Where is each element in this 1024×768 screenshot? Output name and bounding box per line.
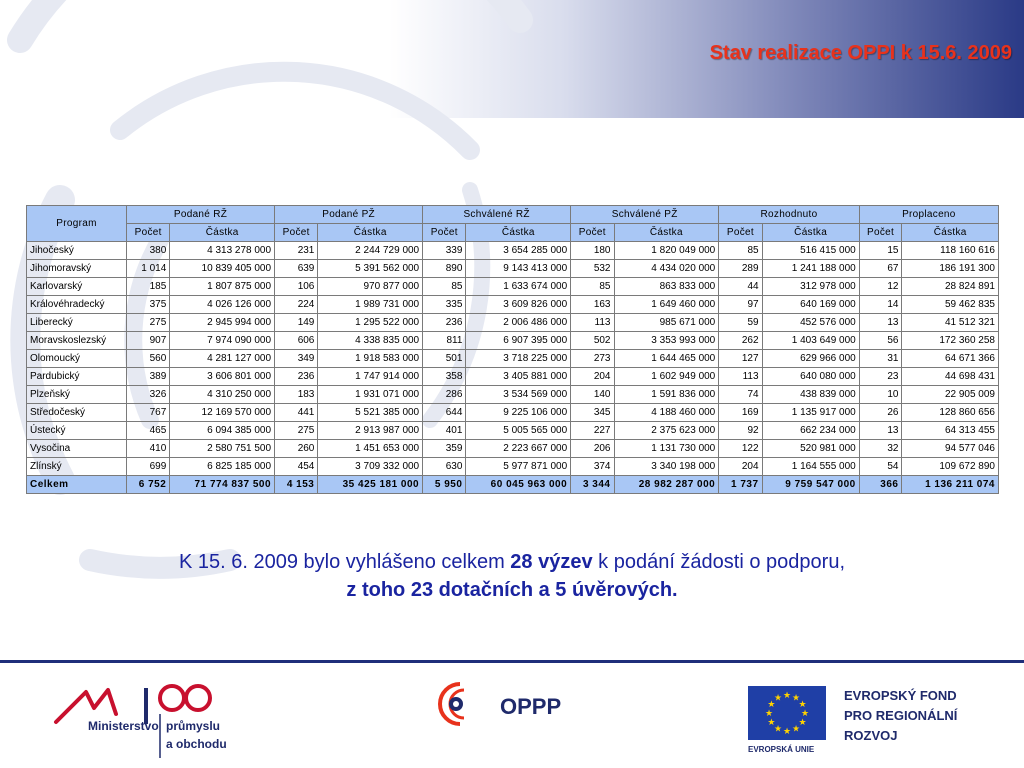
amount-cell: 3 534 569 000 xyxy=(466,386,571,404)
mpo-logo xyxy=(50,678,250,760)
amount-cell: 12 169 570 000 xyxy=(170,404,275,422)
amount-header: Částka xyxy=(614,224,719,242)
region-cell: Středočeský xyxy=(27,404,127,422)
amount-cell: 1 295 522 000 xyxy=(318,314,423,332)
count-cell: 358 xyxy=(423,368,466,386)
count-cell: 31 xyxy=(859,350,902,368)
eu-caption: EVROPSKÁ UNIE xyxy=(748,745,815,754)
amount-cell: 520 981 000 xyxy=(762,440,859,458)
oppi-status-table xyxy=(26,205,999,494)
amount-cell: 2 945 994 000 xyxy=(170,314,275,332)
amount-cell: 1 644 465 000 xyxy=(614,350,719,368)
amount-header: Částka xyxy=(466,224,571,242)
count-cell: 169 xyxy=(719,404,762,422)
count-cell: 149 xyxy=(275,314,318,332)
amount-cell: 6 094 385 000 xyxy=(170,422,275,440)
amount-cell: 59 462 835 xyxy=(902,296,999,314)
count-cell: 231 xyxy=(275,242,318,260)
region-cell: Královéhradecký xyxy=(27,296,127,314)
erdf-logo xyxy=(842,682,1012,748)
eu-star-icon: ★ xyxy=(791,693,801,704)
amount-cell: 44 698 431 xyxy=(902,368,999,386)
amount-cell: 118 160 616 xyxy=(902,242,999,260)
region-cell: Moravskoslezský xyxy=(27,332,127,350)
count-cell: 113 xyxy=(571,314,614,332)
amount-cell: 3 654 285 000 xyxy=(466,242,571,260)
amount-cell: 1 135 917 000 xyxy=(762,404,859,422)
count-cell: 401 xyxy=(423,422,466,440)
amount-cell: 1 241 188 000 xyxy=(762,260,859,278)
count-cell: 699 xyxy=(127,458,170,476)
count-cell: 4 153 xyxy=(275,476,318,494)
amount-cell: 863 833 000 xyxy=(614,278,719,296)
amount-cell: 2 913 987 000 xyxy=(318,422,423,440)
amount-cell: 3 340 198 000 xyxy=(614,458,719,476)
table-row xyxy=(27,332,999,350)
count-header: Počet xyxy=(127,224,170,242)
amount-cell: 186 191 300 xyxy=(902,260,999,278)
amount-cell: 6 907 395 000 xyxy=(466,332,571,350)
summary-line-2-bold: z toho 23 dotačních a 5 úvěrových. xyxy=(346,579,678,601)
count-cell: 501 xyxy=(423,350,466,368)
page-title: Stav realizace OPPI k 15.6. 2009 xyxy=(709,42,1012,64)
count-cell: 1 014 xyxy=(127,260,170,278)
count-cell: 54 xyxy=(859,458,902,476)
amount-cell: 312 978 000 xyxy=(762,278,859,296)
erdf-text-line-2: PRO REGIONÁLNÍ xyxy=(844,708,958,723)
amount-cell: 1 164 555 000 xyxy=(762,458,859,476)
amount-cell: 3 353 993 000 xyxy=(614,332,719,350)
eu-star-icon: ★ xyxy=(782,727,792,737)
amount-cell: 640 169 000 xyxy=(762,296,859,314)
amount-header: Částka xyxy=(762,224,859,242)
count-cell: 127 xyxy=(719,350,762,368)
count-cell: 85 xyxy=(571,278,614,296)
region-cell: Olomoucký xyxy=(27,350,127,368)
count-cell: 85 xyxy=(719,242,762,260)
table-sub-header-row xyxy=(27,224,999,242)
summary-line-1-bold: 28 výzev xyxy=(510,551,593,573)
eu-star-icon: ★ xyxy=(767,718,776,728)
table-row xyxy=(27,242,999,260)
eu-star-icon: ★ xyxy=(773,724,783,735)
count-cell: 630 xyxy=(423,458,466,476)
group-header: Schválené PŽ xyxy=(571,206,719,224)
amount-cell: 1 747 914 000 xyxy=(318,368,423,386)
amount-cell: 2 006 486 000 xyxy=(466,314,571,332)
count-cell: 13 xyxy=(859,314,902,332)
count-cell: 275 xyxy=(275,422,318,440)
table-group-header-row xyxy=(27,206,999,224)
amount-cell: 1 807 875 000 xyxy=(170,278,275,296)
region-cell: Celkem xyxy=(27,476,127,494)
count-cell: 465 xyxy=(127,422,170,440)
amount-cell: 4 281 127 000 xyxy=(170,350,275,368)
erdf-text-line-1: EVROPSKÝ FOND xyxy=(844,688,957,703)
table-row xyxy=(27,368,999,386)
summary-text xyxy=(0,548,1024,604)
count-cell: 122 xyxy=(719,440,762,458)
count-cell: 289 xyxy=(719,260,762,278)
count-cell: 380 xyxy=(127,242,170,260)
amount-cell: 41 512 321 xyxy=(902,314,999,332)
count-cell: 204 xyxy=(719,458,762,476)
amount-cell: 1 633 674 000 xyxy=(466,278,571,296)
table-row xyxy=(27,278,999,296)
count-cell: 335 xyxy=(423,296,466,314)
amount-cell: 71 774 837 500 xyxy=(170,476,275,494)
table-row xyxy=(27,404,999,422)
erdf-text-line-3: ROZVOJ xyxy=(844,728,898,743)
count-cell: 23 xyxy=(859,368,902,386)
count-cell: 532 xyxy=(571,260,614,278)
amount-cell: 64 313 455 xyxy=(902,422,999,440)
count-cell: 85 xyxy=(423,278,466,296)
count-cell: 59 xyxy=(719,314,762,332)
oppp-text: OPPP xyxy=(500,694,562,719)
footer-divider xyxy=(0,660,1024,663)
amount-cell: 1 649 460 000 xyxy=(614,296,719,314)
mpo-text-line-3: a obchodu xyxy=(166,737,227,751)
count-cell: 374 xyxy=(571,458,614,476)
amount-cell: 4 434 020 000 xyxy=(614,260,719,278)
amount-cell: 1 136 211 074 xyxy=(902,476,999,494)
count-cell: 345 xyxy=(571,404,614,422)
amount-cell: 2 223 667 000 xyxy=(466,440,571,458)
eu-star-icon: ★ xyxy=(800,709,810,719)
table-row xyxy=(27,296,999,314)
amount-cell: 64 671 366 xyxy=(902,350,999,368)
count-cell: 206 xyxy=(571,440,614,458)
count-cell: 339 xyxy=(423,242,466,260)
amount-cell: 22 905 009 xyxy=(902,386,999,404)
count-cell: 180 xyxy=(571,242,614,260)
table-row xyxy=(27,440,999,458)
count-cell: 639 xyxy=(275,260,318,278)
table-body xyxy=(27,242,999,494)
eu-star-icon: ★ xyxy=(782,691,792,701)
count-cell: 260 xyxy=(275,440,318,458)
amount-header: Částka xyxy=(318,224,423,242)
amount-cell: 1 403 649 000 xyxy=(762,332,859,350)
group-header: Proplaceno xyxy=(859,206,998,224)
amount-cell: 1 451 653 000 xyxy=(318,440,423,458)
count-header: Počet xyxy=(423,224,466,242)
amount-cell: 10 839 405 000 xyxy=(170,260,275,278)
amount-cell: 1 131 730 000 xyxy=(614,440,719,458)
count-cell: 907 xyxy=(127,332,170,350)
count-cell: 326 xyxy=(127,386,170,404)
count-cell: 204 xyxy=(571,368,614,386)
amount-cell: 6 825 185 000 xyxy=(170,458,275,476)
count-cell: 273 xyxy=(571,350,614,368)
amount-cell: 4 310 250 000 xyxy=(170,386,275,404)
count-cell: 224 xyxy=(275,296,318,314)
count-cell: 359 xyxy=(423,440,466,458)
amount-cell: 5 977 871 000 xyxy=(466,458,571,476)
amount-cell: 9 225 106 000 xyxy=(466,404,571,422)
count-cell: 236 xyxy=(275,368,318,386)
count-cell: 441 xyxy=(275,404,318,422)
amount-cell: 35 425 181 000 xyxy=(318,476,423,494)
amount-cell: 4 338 835 000 xyxy=(318,332,423,350)
amount-cell: 516 415 000 xyxy=(762,242,859,260)
count-cell: 275 xyxy=(127,314,170,332)
count-cell: 163 xyxy=(571,296,614,314)
amount-cell: 4 313 278 000 xyxy=(170,242,275,260)
table-row xyxy=(27,386,999,404)
mpo-text-line-2: průmyslu xyxy=(166,719,221,733)
group-header: Podané PŽ xyxy=(275,206,423,224)
amount-header: Částka xyxy=(902,224,999,242)
count-cell: 140 xyxy=(571,386,614,404)
summary-line-1-post: k podání žádosti o podporu, xyxy=(592,551,845,573)
amount-cell: 28 824 891 xyxy=(902,278,999,296)
count-cell: 74 xyxy=(719,386,762,404)
amount-cell: 1 918 583 000 xyxy=(318,350,423,368)
count-cell: 106 xyxy=(275,278,318,296)
eu-star-icon: ★ xyxy=(791,724,801,735)
amount-cell: 438 839 000 xyxy=(762,386,859,404)
amount-cell: 640 080 000 xyxy=(762,368,859,386)
table-total-row xyxy=(27,476,999,494)
amount-cell: 662 234 000 xyxy=(762,422,859,440)
amount-cell: 3 609 826 000 xyxy=(466,296,571,314)
count-cell: 262 xyxy=(719,332,762,350)
summary-line-1 xyxy=(0,548,1024,576)
amount-cell: 2 244 729 000 xyxy=(318,242,423,260)
count-cell: 286 xyxy=(423,386,466,404)
count-cell: 183 xyxy=(275,386,318,404)
amount-cell: 109 672 890 xyxy=(902,458,999,476)
count-cell: 13 xyxy=(859,422,902,440)
count-cell: 5 950 xyxy=(423,476,466,494)
amount-cell: 28 982 287 000 xyxy=(614,476,719,494)
count-cell: 1 737 xyxy=(719,476,762,494)
count-cell: 113 xyxy=(719,368,762,386)
amount-cell: 9 759 547 000 xyxy=(762,476,859,494)
amount-cell: 128 860 656 xyxy=(902,404,999,422)
count-header: Počet xyxy=(719,224,762,242)
amount-cell: 94 577 046 xyxy=(902,440,999,458)
count-cell: 185 xyxy=(127,278,170,296)
table-row xyxy=(27,422,999,440)
count-cell: 389 xyxy=(127,368,170,386)
amount-cell: 4 188 460 000 xyxy=(614,404,719,422)
amount-cell: 172 360 258 xyxy=(902,332,999,350)
amount-cell: 970 877 000 xyxy=(318,278,423,296)
amount-cell: 2 375 623 000 xyxy=(614,422,719,440)
region-cell: Karlovarský xyxy=(27,278,127,296)
region-cell: Ústecký xyxy=(27,422,127,440)
count-cell: 502 xyxy=(571,332,614,350)
count-header: Počet xyxy=(275,224,318,242)
count-cell: 3 344 xyxy=(571,476,614,494)
count-cell: 375 xyxy=(127,296,170,314)
count-cell: 644 xyxy=(423,404,466,422)
count-cell: 560 xyxy=(127,350,170,368)
count-cell: 26 xyxy=(859,404,902,422)
region-cell: Vysočina xyxy=(27,440,127,458)
amount-cell: 3 718 225 000 xyxy=(466,350,571,368)
amount-cell: 452 576 000 xyxy=(762,314,859,332)
table-row xyxy=(27,314,999,332)
count-header: Počet xyxy=(859,224,902,242)
count-cell: 811 xyxy=(423,332,466,350)
amount-cell: 60 045 963 000 xyxy=(466,476,571,494)
amount-cell: 1 820 049 000 xyxy=(614,242,719,260)
count-cell: 15 xyxy=(859,242,902,260)
amount-cell: 1 591 836 000 xyxy=(614,386,719,404)
region-cell: Jihočeský xyxy=(27,242,127,260)
count-cell: 44 xyxy=(719,278,762,296)
amount-cell: 985 671 000 xyxy=(614,314,719,332)
group-header: Rozhodnuto xyxy=(719,206,859,224)
amount-cell: 1 602 949 000 xyxy=(614,368,719,386)
eu-star-icon: ★ xyxy=(798,700,807,710)
count-cell: 12 xyxy=(859,278,902,296)
count-cell: 97 xyxy=(719,296,762,314)
eu-star-icon: ★ xyxy=(798,718,807,728)
amount-cell: 5 391 562 000 xyxy=(318,260,423,278)
amount-cell: 1 989 731 000 xyxy=(318,296,423,314)
region-cell: Plzeňský xyxy=(27,386,127,404)
amount-cell: 7 974 090 000 xyxy=(170,332,275,350)
amount-cell: 3 606 801 000 xyxy=(170,368,275,386)
amount-cell: 5 005 565 000 xyxy=(466,422,571,440)
count-cell: 236 xyxy=(423,314,466,332)
count-cell: 767 xyxy=(127,404,170,422)
count-cell: 366 xyxy=(859,476,902,494)
count-cell: 32 xyxy=(859,440,902,458)
summary-line-2 xyxy=(0,576,1024,604)
eu-flag-logo xyxy=(746,686,842,756)
amount-cell: 1 931 071 000 xyxy=(318,386,423,404)
count-cell: 227 xyxy=(571,422,614,440)
amount-cell: 629 966 000 xyxy=(762,350,859,368)
count-cell: 14 xyxy=(859,296,902,314)
count-cell: 349 xyxy=(275,350,318,368)
amount-cell: 3 709 332 000 xyxy=(318,458,423,476)
count-header: Počet xyxy=(571,224,614,242)
region-cell: Zlínský xyxy=(27,458,127,476)
eu-star-icon: ★ xyxy=(764,709,774,719)
summary-line-1-pre: K 15. 6. 2009 bylo vyhlášeno celkem xyxy=(178,551,511,573)
count-cell: 10 xyxy=(859,386,902,404)
mpo-text-line-1: Ministerstvo xyxy=(88,719,159,733)
group-header: Podané RŽ xyxy=(127,206,275,224)
amount-cell: 4 026 126 000 xyxy=(170,296,275,314)
region-cell: Pardubický xyxy=(27,368,127,386)
eu-star-icon: ★ xyxy=(773,693,783,704)
amount-cell: 3 405 881 000 xyxy=(466,368,571,386)
count-cell: 67 xyxy=(859,260,902,278)
table-row xyxy=(27,350,999,368)
table-row xyxy=(27,260,999,278)
count-cell: 410 xyxy=(127,440,170,458)
table-row xyxy=(27,458,999,476)
count-cell: 6 752 xyxy=(127,476,170,494)
region-cell: Jihomoravský xyxy=(27,260,127,278)
amount-cell: 5 521 385 000 xyxy=(318,404,423,422)
count-cell: 454 xyxy=(275,458,318,476)
program-header: Program xyxy=(27,206,127,242)
amount-cell: 2 580 751 500 xyxy=(170,440,275,458)
oppp-logo xyxy=(438,680,598,730)
count-cell: 56 xyxy=(859,332,902,350)
count-cell: 890 xyxy=(423,260,466,278)
count-cell: 92 xyxy=(719,422,762,440)
group-header: Schválené RŽ xyxy=(423,206,571,224)
eu-star-icon: ★ xyxy=(767,700,776,710)
region-cell: Liberecký xyxy=(27,314,127,332)
count-cell: 606 xyxy=(275,332,318,350)
amount-header: Částka xyxy=(170,224,275,242)
amount-cell: 9 143 413 000 xyxy=(466,260,571,278)
